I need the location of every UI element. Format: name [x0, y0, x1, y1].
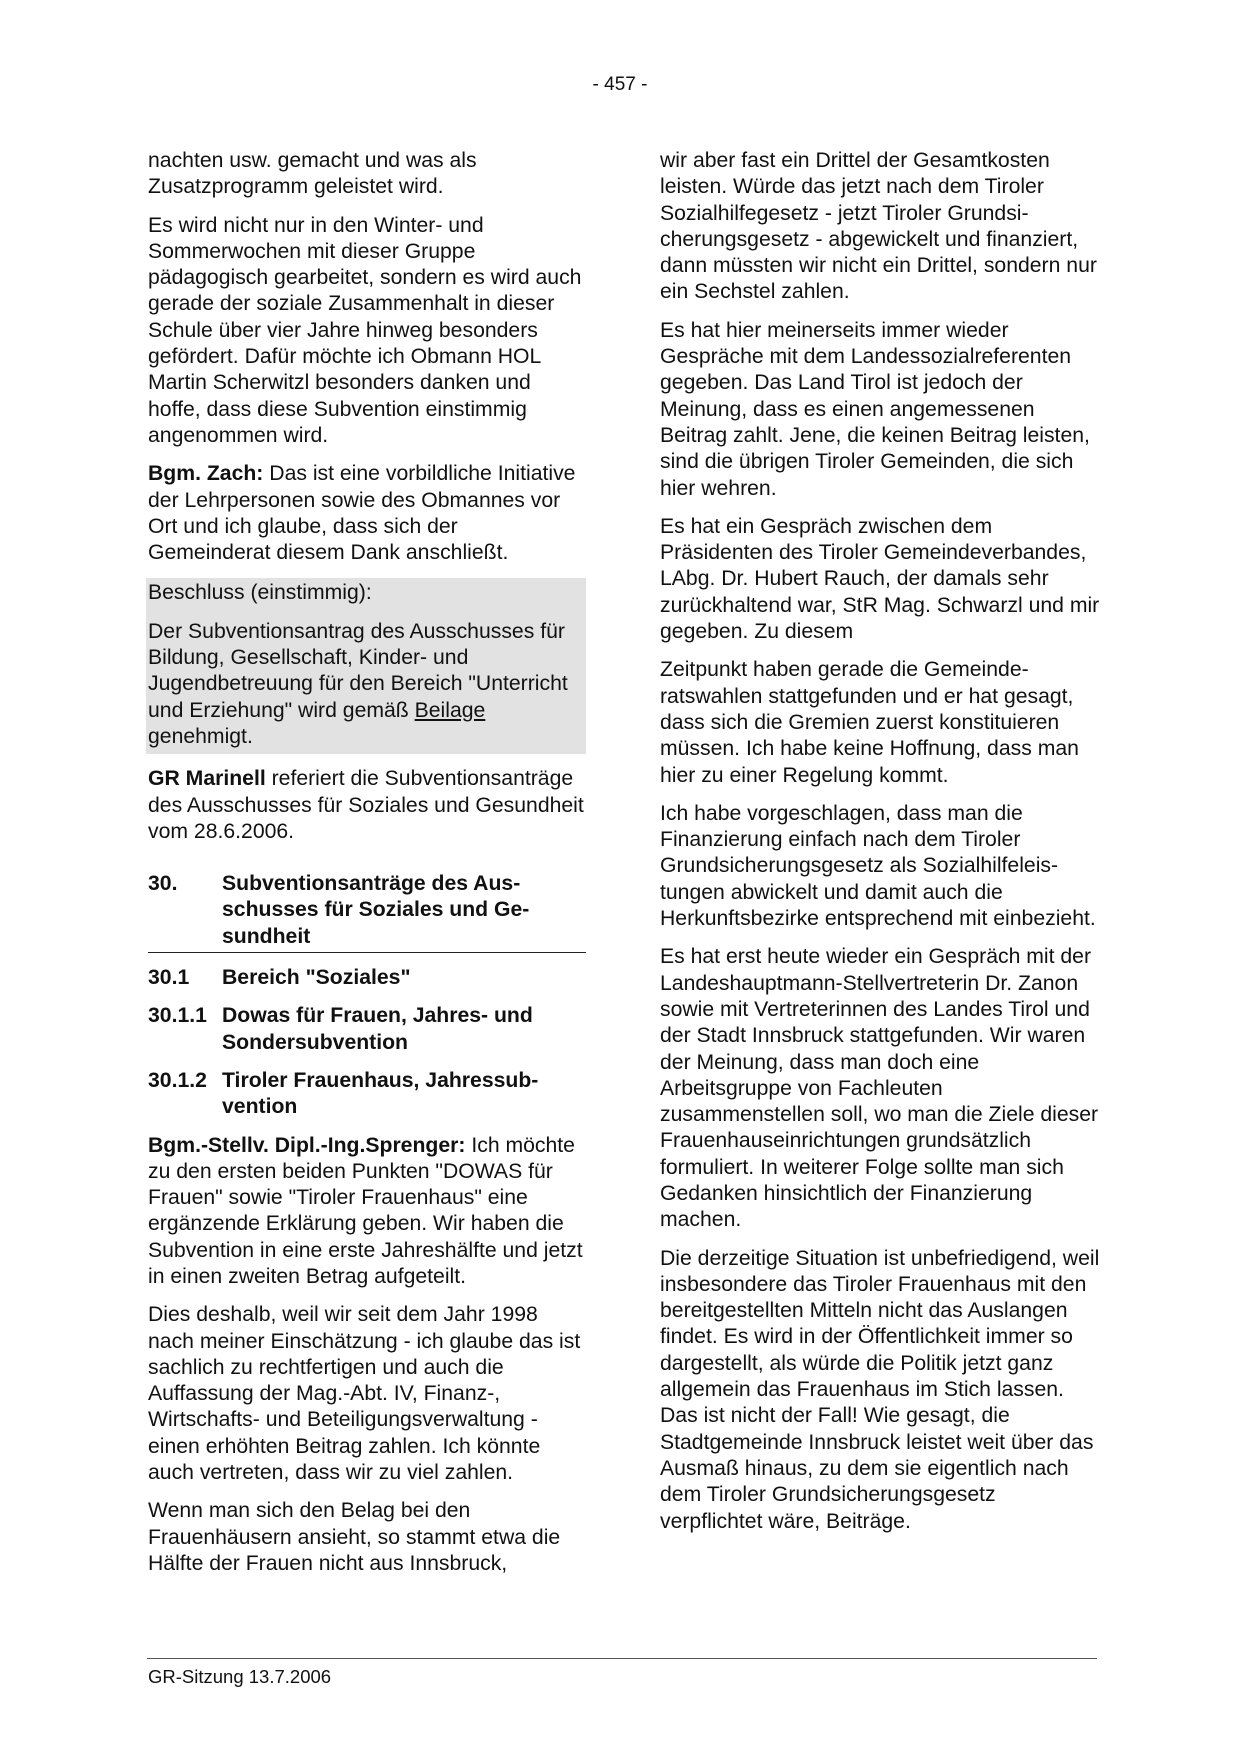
speaker-name: Bgm.-Stellv. Dipl.-Ing.Sprenger:	[148, 1133, 466, 1157]
resolution-heading: Beschluss (einstimmig):	[148, 581, 372, 605]
resolution-end: genehmigt.	[148, 724, 253, 748]
speech-text: Das ist eine vorbildliche Initiative der Lehrpersonen sowie des Obmannes vor Ort und ich glaube, dass sich der Gemeinderat diesem Dank anschließt.	[148, 462, 576, 565]
paragraph: Es hat ein Gespräch zwischen dem Präsidenten des Tiroler Gemeindeverbandes, LAbg. Dr. Hubert Rauch, der damals sehr zurückhaltend war, StR Mag. Schwarzl und mir gegeben. Zu diesem	[660, 514, 1100, 644]
speaker-name: GR Marinell	[148, 767, 266, 791]
footer-divider	[147, 1658, 1097, 1659]
section-number: 30.1	[148, 966, 190, 990]
section-title: Subventionsanträge des Ausschusses für Soziales und Gesundheit	[222, 872, 530, 948]
section-number: 30.1.1	[148, 1004, 207, 1028]
section-heading-30-1	[148, 965, 586, 991]
attachment-link[interactable]: Beilage	[414, 698, 486, 722]
paragraph	[148, 766, 586, 845]
section-heading-30-1-2	[148, 1068, 586, 1121]
right-column	[660, 148, 1100, 1547]
paragraph	[148, 461, 586, 566]
resolution-box	[146, 578, 586, 754]
resolution-text	[148, 617, 582, 750]
page-number: - 457 -	[592, 74, 648, 95]
paragraph: Dies deshalb, weil wir seit dem Jahr 1998 nach meiner Einschätzung - ich glaube das ist sachlich zu rechtfertigen und auch die Auffassung der Mag.-Abt. IV, Finanz-, Wirtschafts- und Beteiligungsverwaltung - einen erhöhten Beitrag zahlen. Ich könnte auch vertreten, dass wir zu viel zahlen.	[148, 1303, 581, 1485]
paragraph: Es wird nicht nur in den Winter- und Sommerwochen mit dieser Gruppe pädagogisch gearbeitet, sondern es wird auch gerade der soziale Zusammenhalt in dieser Schule über vier Jahre hinweg besonders gefördert. Dafür möchte ich Obmann HOL Martin Scherwitzl besonders danken und hoffe, dass diese Subvention einstimmig angenommen wird.	[148, 213, 582, 447]
paragraph: Wenn man sich den Belag bei den Frauenhäusern ansieht, so stammt etwa die Hälfte der Frauen nicht aus Innsbruck,	[148, 1499, 561, 1575]
speaker-name: Bgm. Zach:	[148, 462, 264, 486]
paragraph: wir aber fast ein Drittel der Gesamtkosten leisten. Würde das jetzt nach dem Tiroler Sozialhilfegesetz - jetzt Tiroler Grundsicherungsgesetz - abgewickelt und finanziert, dann müssten wir nicht ein Drittel, sondern nur ein Sechstel zahlen.	[660, 149, 1097, 304]
section-title: Dowas für Frauen, Jahres- und Sondersubvention	[222, 1004, 533, 1054]
paragraph: nachten usw. gemacht und was als Zusatzprogramm geleistet wird.	[148, 149, 477, 199]
resolution-body: Der Subventionsantrag des Ausschusses für Bildung, Gesellschaft, Kinder- und Jugendbetreuung für den Bereich "Unterricht und Erziehung" wird gemäß	[148, 619, 568, 722]
paragraph: Ich habe vorgeschlagen, dass man die Finanzierung einfach nach dem Tiroler Grundsicherungsgesetz als Sozialhilfeleistungen abwickelt und damit auch die Herkunftsbezirke entsprechend mit einbezieht.	[660, 801, 1096, 931]
footer-text: GR-Sitzung 13.7.2006	[148, 1666, 332, 1687]
paragraph: Es hat erst heute wieder ein Gespräch mit der Landeshauptmann-Stellvertreterin Dr. Zanon sowie mit Vertreterinnen des Landes Tirol und der Stadt Innsbruck stattgefunden. Wir waren der Meinung, dass man doch eine Arbeitsgruppe von Fachleuten zusammenstellen soll, wo man die Ziele dieser Frauenhauseinrichtungen grundsätzlich formuliert. In weiterer Folge sollte man sich Gedanken hinsichtlich der Finanzierung machen.	[660, 945, 1099, 1232]
section-heading-30-1-1	[148, 1003, 586, 1056]
section-title: Tiroler Frauenhaus, Jahressubvention	[222, 1068, 539, 1119]
paragraph	[148, 1133, 586, 1291]
speech-text: Ich möchte zu den ersten beiden Punkten "DOWAS für Frauen" sowie "Tiroler Frauenhaus" eine ergänzende Erklärung geben. Wir haben die Subvention in eine erste Jahreshälfte und jetzt in einen zweiten Betrag aufgeteilt.	[148, 1133, 583, 1288]
speech-text: referiert die Subventionsanträge des Ausschusses für Soziales und Gesundheit vom 28.6.2006.	[148, 767, 584, 843]
paragraph: Es hat hier meinerseits immer wieder Gespräche mit dem Landessozialreferenten gegeben. Das Land Tirol ist jedoch der Meinung, dass es einen angemessenen Beitrag zahlt. Jene, die keinen Beitrag leisten, sind die übrigen Tiroler Gemeinden, die sich hier wehren.	[660, 318, 1090, 500]
section-number: 30.	[148, 872, 178, 896]
section-number: 30.1.2	[148, 1068, 207, 1092]
section-title: Bereich "Soziales"	[222, 966, 411, 990]
section-heading-30	[148, 871, 586, 953]
paragraph: Die derzeitige Situation ist unbefriedigend, weil insbesondere das Tiroler Frauenhaus mit den bereitgestellten Mitteln nicht das Auslangen findet. Es wird in der Öffentlichkeit immer so dargestellt, als würde die Politik jetzt ganz allgemein das Frauenhaus im Stich lassen. Das ist nicht der Fall! Wie gesagt, die Stadtgemeinde Innsbruck leistet weit über das Ausmaß hinaus, zu dem sie eigentlich nach dem Tiroler Grundsicherungsgesetz verpflichtet wäre, Beiträge.	[660, 1246, 1100, 1533]
left-column	[148, 148, 586, 1589]
paragraph: Zeitpunkt haben gerade die Gemeinderatswahlen stattgefunden und er hat gesagt, dass sich die Gremien zuerst konstituieren müssen. Ich habe keine Hoffnung, dass man hier zu einer Regelung kommt.	[660, 658, 1079, 787]
